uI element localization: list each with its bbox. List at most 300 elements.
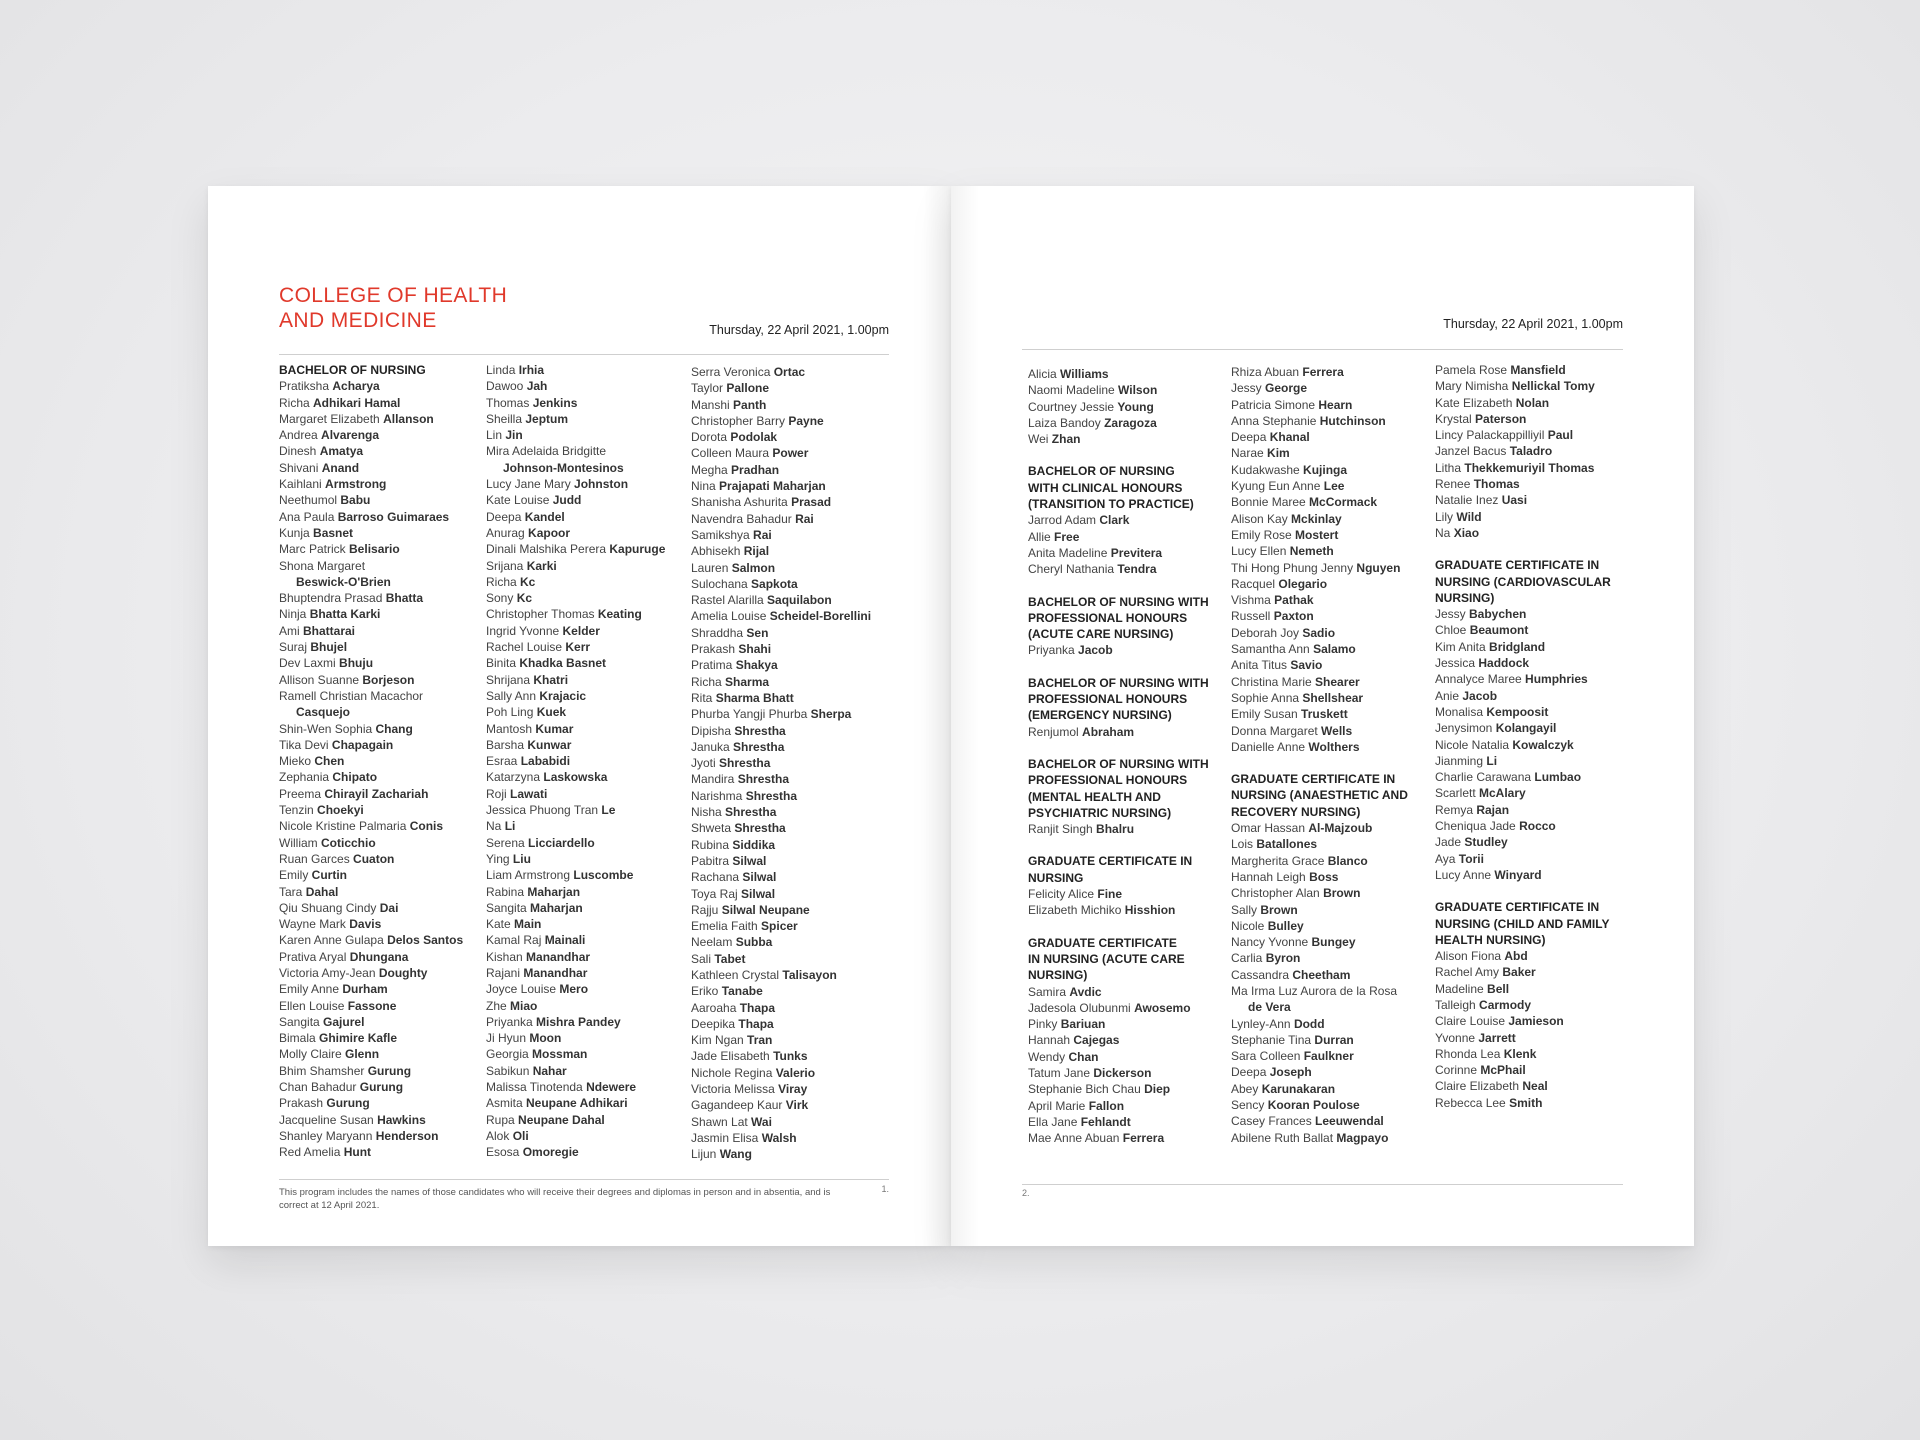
given-names: Preema [279,786,325,801]
graduate-name [691,837,871,853]
surname: Pathak [1274,593,1314,608]
graduate-name [1231,983,1408,999]
given-names: Christopher Alan [1231,886,1324,901]
given-names: Lois [1231,837,1257,852]
graduate-name [1231,1081,1408,1097]
graduate-name [1231,429,1408,445]
section-gap [1435,883,1611,899]
graduate-name [279,916,463,932]
given-names: Mantosh [486,721,536,736]
given-names: Ma Irma Luz Aurora de la Rosa [1231,983,1398,998]
given-names: Sally Ann [486,688,540,703]
graduate-name [486,818,665,834]
given-names: Wendy [1028,1049,1069,1064]
surname: Jah [526,379,548,394]
graduate-name [279,639,463,655]
graduate-name [691,983,871,999]
degree-heading: BACHELOR OF NURSING [279,363,426,377]
graduate-name [486,851,665,867]
degree-heading: NURSING (ANAESTHETIC AND [1231,788,1408,803]
given-names: Rebecca Lee [1435,1095,1510,1110]
surname: Armstrong [325,477,387,492]
surname: Ortac [773,365,806,379]
graduate-name [691,788,871,804]
surname: Khadka Basnet [519,656,607,671]
graduate-name [691,1114,871,1130]
given-names: Aya [1435,851,1459,866]
surname: Kolangayil [1495,721,1557,736]
graduate-name [1435,802,1611,818]
graduate-name [1028,431,1209,447]
surname: Awosemo [1134,1000,1191,1015]
surname: Basnet [313,525,354,540]
graduate-name [1028,902,1209,918]
surname: Nemeth [1289,544,1334,559]
surname: Scheidel-Borellini [769,609,872,624]
surname: Kuek [536,705,567,720]
surname: Sadio [1302,625,1336,640]
surname: Lawati [510,786,548,801]
graduate-name [691,951,871,967]
given-names: Emily Rose [1231,527,1296,542]
surname: Torii [1458,851,1484,866]
graduate-name [279,851,463,867]
given-names: Shanisha Ashurita [691,495,792,510]
surname: Khatri [533,672,569,687]
given-names: Aaroaha [691,1000,740,1015]
given-names: Samira [1028,984,1070,999]
graduate-name [486,688,665,704]
graduate-name [486,378,665,394]
given-names: Omar Hassan [1231,821,1309,836]
graduate-name [486,1030,665,1046]
given-names: Janzel Bacus [1435,444,1510,459]
given-names: Nicole Kristine Palmaria [279,819,410,834]
graduate-name [1435,395,1611,411]
surname: Miao [510,998,538,1013]
graduate-name [1028,1032,1209,1048]
given-names: Ninja [279,607,310,622]
given-names: Prakash [279,1096,327,1111]
surname: Silwal [742,870,777,885]
given-names: Richa [486,574,521,589]
graduate-name [486,900,665,916]
booklet-spread [208,186,1694,1246]
surname: Prajapati Maharjan [719,479,826,494]
graduate-name [1231,397,1408,413]
given-names: Nisha [691,805,726,820]
graduate-name [691,364,871,380]
surname: Shakya [735,658,778,673]
given-names: Bonnie Maree [1231,495,1310,510]
given-names: Molly Claire [279,1047,346,1062]
names-column-2 [1231,364,1408,1146]
graduate-name [691,1016,871,1032]
surname: Shrestha [745,788,798,803]
surname: Bridgland [1489,639,1546,654]
degree-heading: NURSING (CHILD AND FAMILY [1435,916,1610,931]
graduate-name [486,916,665,932]
surname: Jin [505,428,523,443]
graduate-name [279,802,463,818]
given-names: Pamela Rose [1435,363,1511,377]
given-names: Claire Elizabeth [1435,1079,1523,1094]
surname: Le [601,803,616,818]
given-names: Rhonda Lea [1435,1046,1504,1061]
graduate-name [486,867,665,883]
graduate-name [1231,527,1408,543]
graduate-name [1028,1114,1209,1130]
surname: Clark [1099,513,1130,528]
graduate-name [279,900,463,916]
given-names: Renee [1435,477,1474,492]
surname: Shrestha [737,772,790,787]
given-names: Shawn Lat [691,1114,752,1129]
surname: Salmon [731,560,776,575]
given-names: Jianming [1435,753,1487,768]
graduate-name [279,1112,463,1128]
given-names: Ruan Garces [279,851,354,866]
college-title-line-1: COLLEGE OF HEALTH [279,284,508,307]
given-names: Rita [691,690,716,705]
surname: Kelder [562,623,600,638]
given-names: Renjumol [1028,724,1083,739]
graduate-name [279,1014,463,1030]
surname: Cuaton [353,851,395,866]
graduate-name [691,397,871,413]
given-names: Bimala [279,1031,320,1046]
surname: Humphries [1525,672,1588,687]
graduate-name [279,558,463,574]
given-names: Danielle Anne [1231,739,1309,754]
given-names: Tika Devi [279,737,332,752]
given-names: Ella Jane [1028,1114,1081,1129]
graduate-name [279,443,463,459]
given-names: Elizabeth Michiko [1028,903,1125,918]
given-names: Shona Margaret [279,558,366,573]
given-names: Jasmin Elisa [691,1130,762,1145]
surname: Doughty [378,965,428,980]
degree-heading: GRADUATE CERTIFICATE [1028,935,1177,950]
given-names: Kim Ngan [691,1033,748,1048]
given-names: Phurba Yangji Phurba [691,707,811,722]
given-names: Karen Anne Gulapa [279,933,388,948]
graduate-name [1435,1078,1611,1094]
given-names: Lucy Ellen [1231,544,1290,559]
surname: Rijal [743,544,770,559]
given-names: Ana Paula [279,509,338,524]
given-names: Sulochana [691,576,752,591]
surname: Kooran Poulose [1267,1098,1360,1113]
graduate-name [279,672,463,688]
given-names: Shweta [691,821,735,836]
surname: Casquejo [296,705,351,720]
given-names: Neelam [691,935,736,950]
surname: Wells [1321,723,1353,738]
surname: Bhatta [385,591,424,606]
graduate-name [1231,608,1408,624]
given-names: Asmita [486,1096,527,1111]
given-names: Shin-Wen Sophia [279,721,376,736]
surname: Chirayil Zachariah [324,786,429,801]
graduate-name [691,934,871,950]
given-names: Kyung Eun Anne [1231,479,1324,494]
top-divider [1022,349,1623,350]
given-names: Andrea [279,428,322,443]
degree-heading: BACHELOR OF NURSING WITH [1028,756,1209,771]
given-names: Prativa Aryal [279,949,350,964]
given-names: Samikshya [691,527,754,542]
given-names: Lucy Anne [1435,867,1495,882]
given-names: Sally [1231,902,1261,917]
graduate-name [1435,525,1611,541]
given-names: Rajani [486,965,524,980]
given-names: Ami [279,623,303,638]
given-names: Suraj [279,640,311,655]
graduate-name [691,723,871,739]
surname: Byron [1265,951,1301,966]
given-names: Esraa [486,754,521,769]
surname: Ferrera [1302,365,1344,379]
graduate-name [1435,964,1611,980]
surname: Shahi [738,642,772,657]
graduate-name [1231,836,1408,852]
surname: Sen [746,625,769,640]
names-column-1 [1028,366,1209,1146]
given-names: Rachana [691,870,743,885]
surname: Faulkner [1303,1049,1354,1064]
graduate-name [486,737,665,753]
graduate-name [486,1128,665,1144]
given-names: Priyanka [486,1014,537,1029]
given-names: Shivani [279,460,322,475]
given-names: Lin [486,428,506,443]
graduate-name [691,674,871,690]
surname: Kandel [524,509,565,524]
given-names: Alicia [1028,367,1061,381]
surname: Amatya [319,444,364,459]
graduate-name [1435,785,1611,801]
graduate-name [691,853,871,869]
graduate-name [1028,1016,1209,1032]
surname: Joseph [1269,1065,1312,1080]
given-names: Kaihlani [279,477,326,492]
given-names: Poh Ling [486,705,537,720]
given-names: Felicity Alice [1028,887,1098,902]
degree-heading: BACHELOR OF NURSING WITH [1028,594,1209,609]
graduate-name [1028,1000,1209,1016]
given-names: Vishma [1231,593,1275,608]
surname: Tabet [714,951,746,966]
surname: Beswick-O'Brien [296,574,391,589]
surname: Virk [785,1098,809,1113]
given-names: Casey Frances [1231,1114,1316,1129]
graduate-name [1231,657,1408,673]
graduate-name [1435,378,1611,394]
given-names: Jade [1435,835,1465,850]
surname: Sharma Bhatt [715,690,794,705]
graduate-name [1231,413,1408,429]
surname: Podolak [730,430,778,445]
graduate-name [486,460,665,476]
graduate-name [691,527,871,543]
surname: Mansfield [1510,363,1566,377]
given-names: Allison Suanne [279,672,363,687]
graduate-name [486,590,665,606]
graduate-name [691,1130,871,1146]
surname: Savio [1290,658,1323,673]
surname: Xiao [1453,525,1480,540]
degree-heading: PSYCHIATRIC NURSING) [1028,805,1172,820]
given-names: Eriko [691,984,722,999]
given-names: Red Amelia [279,1145,344,1160]
graduate-name [691,494,871,510]
given-names: Megha [691,462,732,477]
graduate-name [1435,671,1611,687]
graduate-name [486,1063,665,1079]
given-names: Emelia Faith [691,919,762,934]
section-gap [1028,578,1209,594]
degree-heading: IN NURSING (ACUTE CARE [1028,951,1185,966]
surname: Mero [559,982,589,997]
degree-heading: RECOVERY NURSING) [1231,804,1361,819]
surname: Shrestha [725,805,777,820]
surname: Bungey [1311,935,1356,950]
surname: Shrestha [733,739,785,754]
surname: Abraham [1082,724,1135,739]
graduate-name [486,1079,665,1095]
given-names: Chan Bahadur [279,1080,360,1095]
given-names: Rabina [486,884,528,899]
graduate-name [1028,984,1209,1000]
degree-heading: (ACUTE CARE NURSING) [1028,627,1174,642]
graduate-name [691,1000,871,1016]
given-names: Narishma [691,788,746,803]
given-names: Serena [486,835,529,850]
surname: Magpayo [1336,1130,1389,1145]
surname: Kapoor [528,525,571,540]
graduate-name [691,918,871,934]
surname: Klenk [1503,1046,1537,1061]
graduate-name [1435,851,1611,867]
given-names: Navendra Bahadur [691,511,796,526]
graduate-name [691,511,871,527]
surname: Silwal [732,853,767,868]
graduate-name [486,411,665,427]
graduate-name [279,541,463,557]
surname: Hutchinson [1319,413,1386,428]
surname: Gurung [326,1096,370,1111]
surname: Diep [1144,1082,1171,1097]
left-page [208,186,951,1246]
graduate-name [279,492,463,508]
graduate-name [1435,720,1611,736]
graduate-name [691,462,871,478]
surname: Hearn [1318,397,1353,412]
surname: Borjeson [362,672,415,687]
graduate-name [486,655,665,671]
given-names: Georgia [486,1047,533,1062]
given-names: Shrijana [486,672,534,687]
given-names: Litha [1435,460,1465,475]
surname: Thapa [739,1000,776,1015]
surname: Delos Santos [387,933,464,948]
given-names: Abey [1231,1081,1262,1096]
graduate-name [1435,476,1611,492]
given-names: Anita Madeline [1028,545,1111,560]
graduate-name [691,592,871,608]
graduate-name [1231,934,1408,950]
given-names: Carlia [1231,951,1266,966]
given-names: Sophie Anna [1231,690,1303,705]
surname: Chan [1068,1049,1099,1064]
given-names: Neethumol [279,493,341,508]
graduate-name [1231,380,1408,396]
graduate-name [1028,561,1209,577]
given-names: Sali [691,951,715,966]
surname: Kunwar [527,737,572,752]
surname: Chipato [332,770,378,785]
surname: Dodd [1293,1016,1325,1031]
surname: Chen [314,754,345,769]
graduate-name [1231,1016,1408,1032]
given-names: Christina Marie [1231,674,1316,689]
surname: Khanal [1269,430,1310,445]
degree-heading: HEALTH NURSING) [1435,932,1546,947]
section-gap [1231,755,1408,771]
surname: Wolthers [1308,739,1360,754]
surname: Zaragoza [1104,415,1157,430]
given-names: Claire Louise [1435,1014,1509,1029]
given-names: Alison Fiona [1435,949,1505,964]
bottom-divider [1022,1184,1623,1185]
given-names: Sara Colleen [1231,1049,1304,1064]
surname: Licciardello [528,835,595,850]
given-names: Chloe [1435,623,1470,638]
given-names: Srijana [486,558,527,573]
given-names: Shanley Maryann [279,1128,376,1143]
graduate-name [691,625,871,641]
given-names: Narae [1231,446,1268,461]
names-column-2 [486,362,665,1161]
surname: Hisshion [1124,903,1176,918]
surname: Truskett [1301,707,1348,722]
graduate-name [486,769,665,785]
surname: Kc [516,591,533,606]
given-names: Dipisha [691,723,735,738]
given-names: Charlie Carawana [1435,770,1535,785]
graduate-name [691,445,871,461]
graduate-name [1435,443,1611,459]
surname: Chapagain [331,737,394,752]
given-names: Rubina [691,837,733,852]
graduate-name [691,1048,871,1064]
surname: Babychen [1469,607,1527,622]
graduate-name [279,509,463,525]
graduate-name [691,869,871,885]
graduate-name [486,965,665,981]
surname: Kempoosit [1486,704,1549,719]
surname: Alvarenga [321,428,380,443]
given-names: Joyce Louise [486,982,560,997]
surname: Keating [597,607,642,622]
given-names: Kudakwashe [1231,462,1304,477]
given-names: Anurag [486,525,529,540]
graduate-name [1435,1046,1611,1062]
graduate-name [279,395,463,411]
given-names: Tenzin [279,803,318,818]
surname: Adhikari Hamal [313,395,401,410]
